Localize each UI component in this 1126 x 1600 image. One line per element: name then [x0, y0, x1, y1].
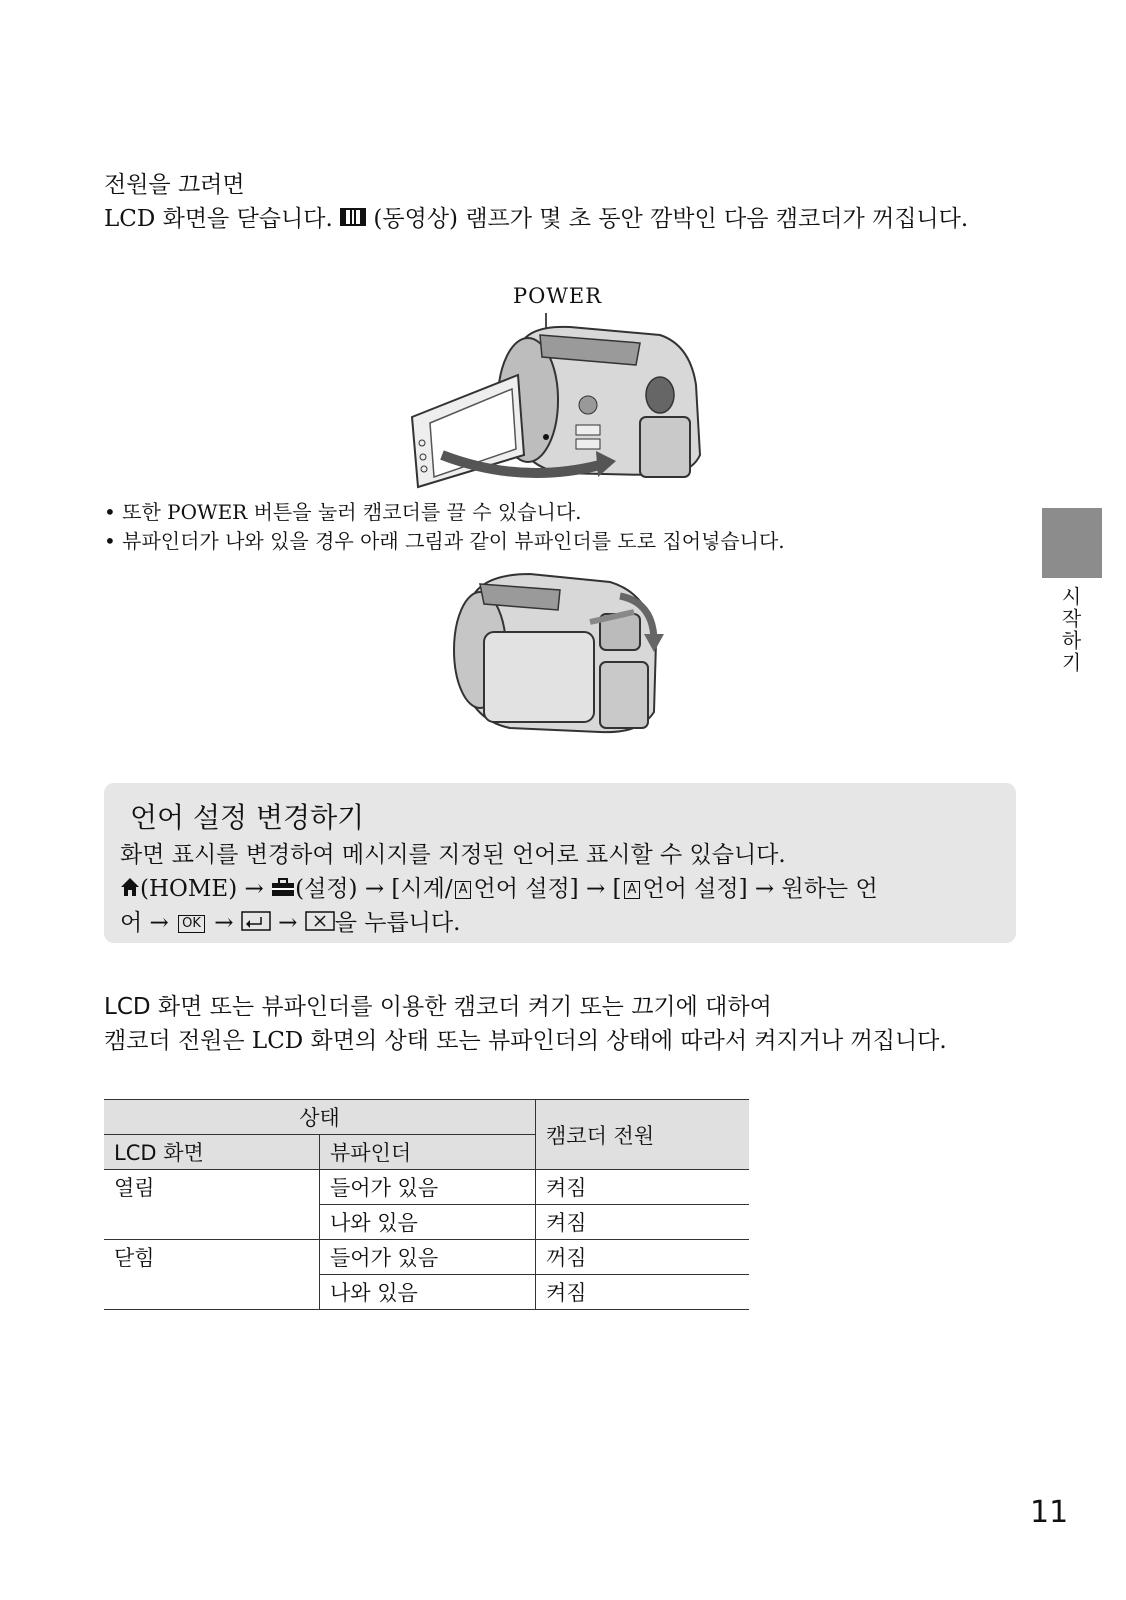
- power-cell: 꺼짐: [536, 1240, 750, 1275]
- language-line3: 어 → OK → → 을 누릅니다.: [120, 906, 1000, 941]
- table-row: [104, 1240, 749, 1275]
- finder-header: 뷰파인더: [320, 1135, 536, 1170]
- power-off-heading: 전원을 끄려면: [104, 172, 245, 198]
- return-icon: [241, 907, 271, 941]
- movie-icon: [340, 203, 366, 237]
- toolbox-icon: [271, 873, 295, 907]
- list-item: • 또한 POWER 버튼을 눌러 캠코더를 끌 수 있습니다.: [104, 500, 582, 524]
- table-header-row: [104, 1100, 749, 1135]
- lcd-cell: 열림: [104, 1170, 320, 1205]
- power-off-body-post: (동영상) 램프가 몇 초 동안 깜박인 다음 캠코더가 꺼집니다.: [373, 206, 969, 232]
- finder-cell: 들어가 있음: [320, 1170, 536, 1205]
- power-cell: 켜짐: [536, 1170, 750, 1205]
- side-tab-label: 시작하기: [1058, 586, 1082, 674]
- ok-button-icon: OK: [178, 915, 205, 933]
- language-a-icon: A: [455, 881, 472, 899]
- finder-cell: 나와 있음: [320, 1275, 536, 1310]
- power-label: POWER: [513, 284, 603, 308]
- language-settings-title: 언어 설정 변경하기: [130, 801, 365, 834]
- lcd-cell: [104, 1275, 320, 1310]
- camcorder-viewfinder-illustration: [440, 562, 680, 742]
- finder-cell: 나와 있음: [320, 1205, 536, 1240]
- lcd-header: LCD 화면: [104, 1135, 320, 1170]
- power-cell: 켜짐: [536, 1205, 750, 1240]
- lcd-section-heading: LCD 화면 또는 뷰파인더를 이용한 캠코더 켜기 또는 끄기에 대하여: [104, 994, 772, 1020]
- list-item: • 뷰파인더가 나와 있을 경우 아래 그림과 같이 뷰파인더를 도로 집어넣습니다.: [104, 529, 785, 553]
- table-row: [104, 1205, 749, 1240]
- table-row: [104, 1170, 749, 1205]
- home-icon: [120, 873, 140, 907]
- finder-cell: 들어가 있음: [320, 1240, 536, 1275]
- camcorder-open-lcd-illustration: [400, 305, 730, 495]
- close-icon: [305, 907, 335, 941]
- lcd-cell: 닫힘: [104, 1240, 320, 1275]
- power-header: 캠코더 전원: [536, 1100, 750, 1170]
- table-row: [104, 1275, 749, 1310]
- power-cell: 켜짐: [536, 1275, 750, 1310]
- language-line1: 화면 표시를 변경하여 메시지를 지정된 언어로 표시할 수 있습니다.: [120, 842, 786, 868]
- bullet-list: [104, 498, 1004, 556]
- language-line2: (HOME) → (설정) → [시계/ A 언어 설정] → [ A 언어 설정] → 원하는 언: [120, 872, 1000, 907]
- page-number: 11: [1030, 1495, 1069, 1530]
- lcd-section-body: 캠코더 전원은 LCD 화면의 상태 또는 뷰파인더의 상태에 따라서 켜지거나 꺼집니다.: [104, 1028, 947, 1054]
- section-tab-marker: [1042, 508, 1102, 578]
- lcd-cell: [104, 1205, 320, 1240]
- power-state-table: [104, 1099, 749, 1310]
- state-header: 상태: [104, 1100, 536, 1135]
- power-off-body: [104, 202, 1004, 237]
- language-a-icon: A: [624, 881, 641, 899]
- power-off-body-pre: LCD 화면을 닫습니다.: [104, 206, 333, 232]
